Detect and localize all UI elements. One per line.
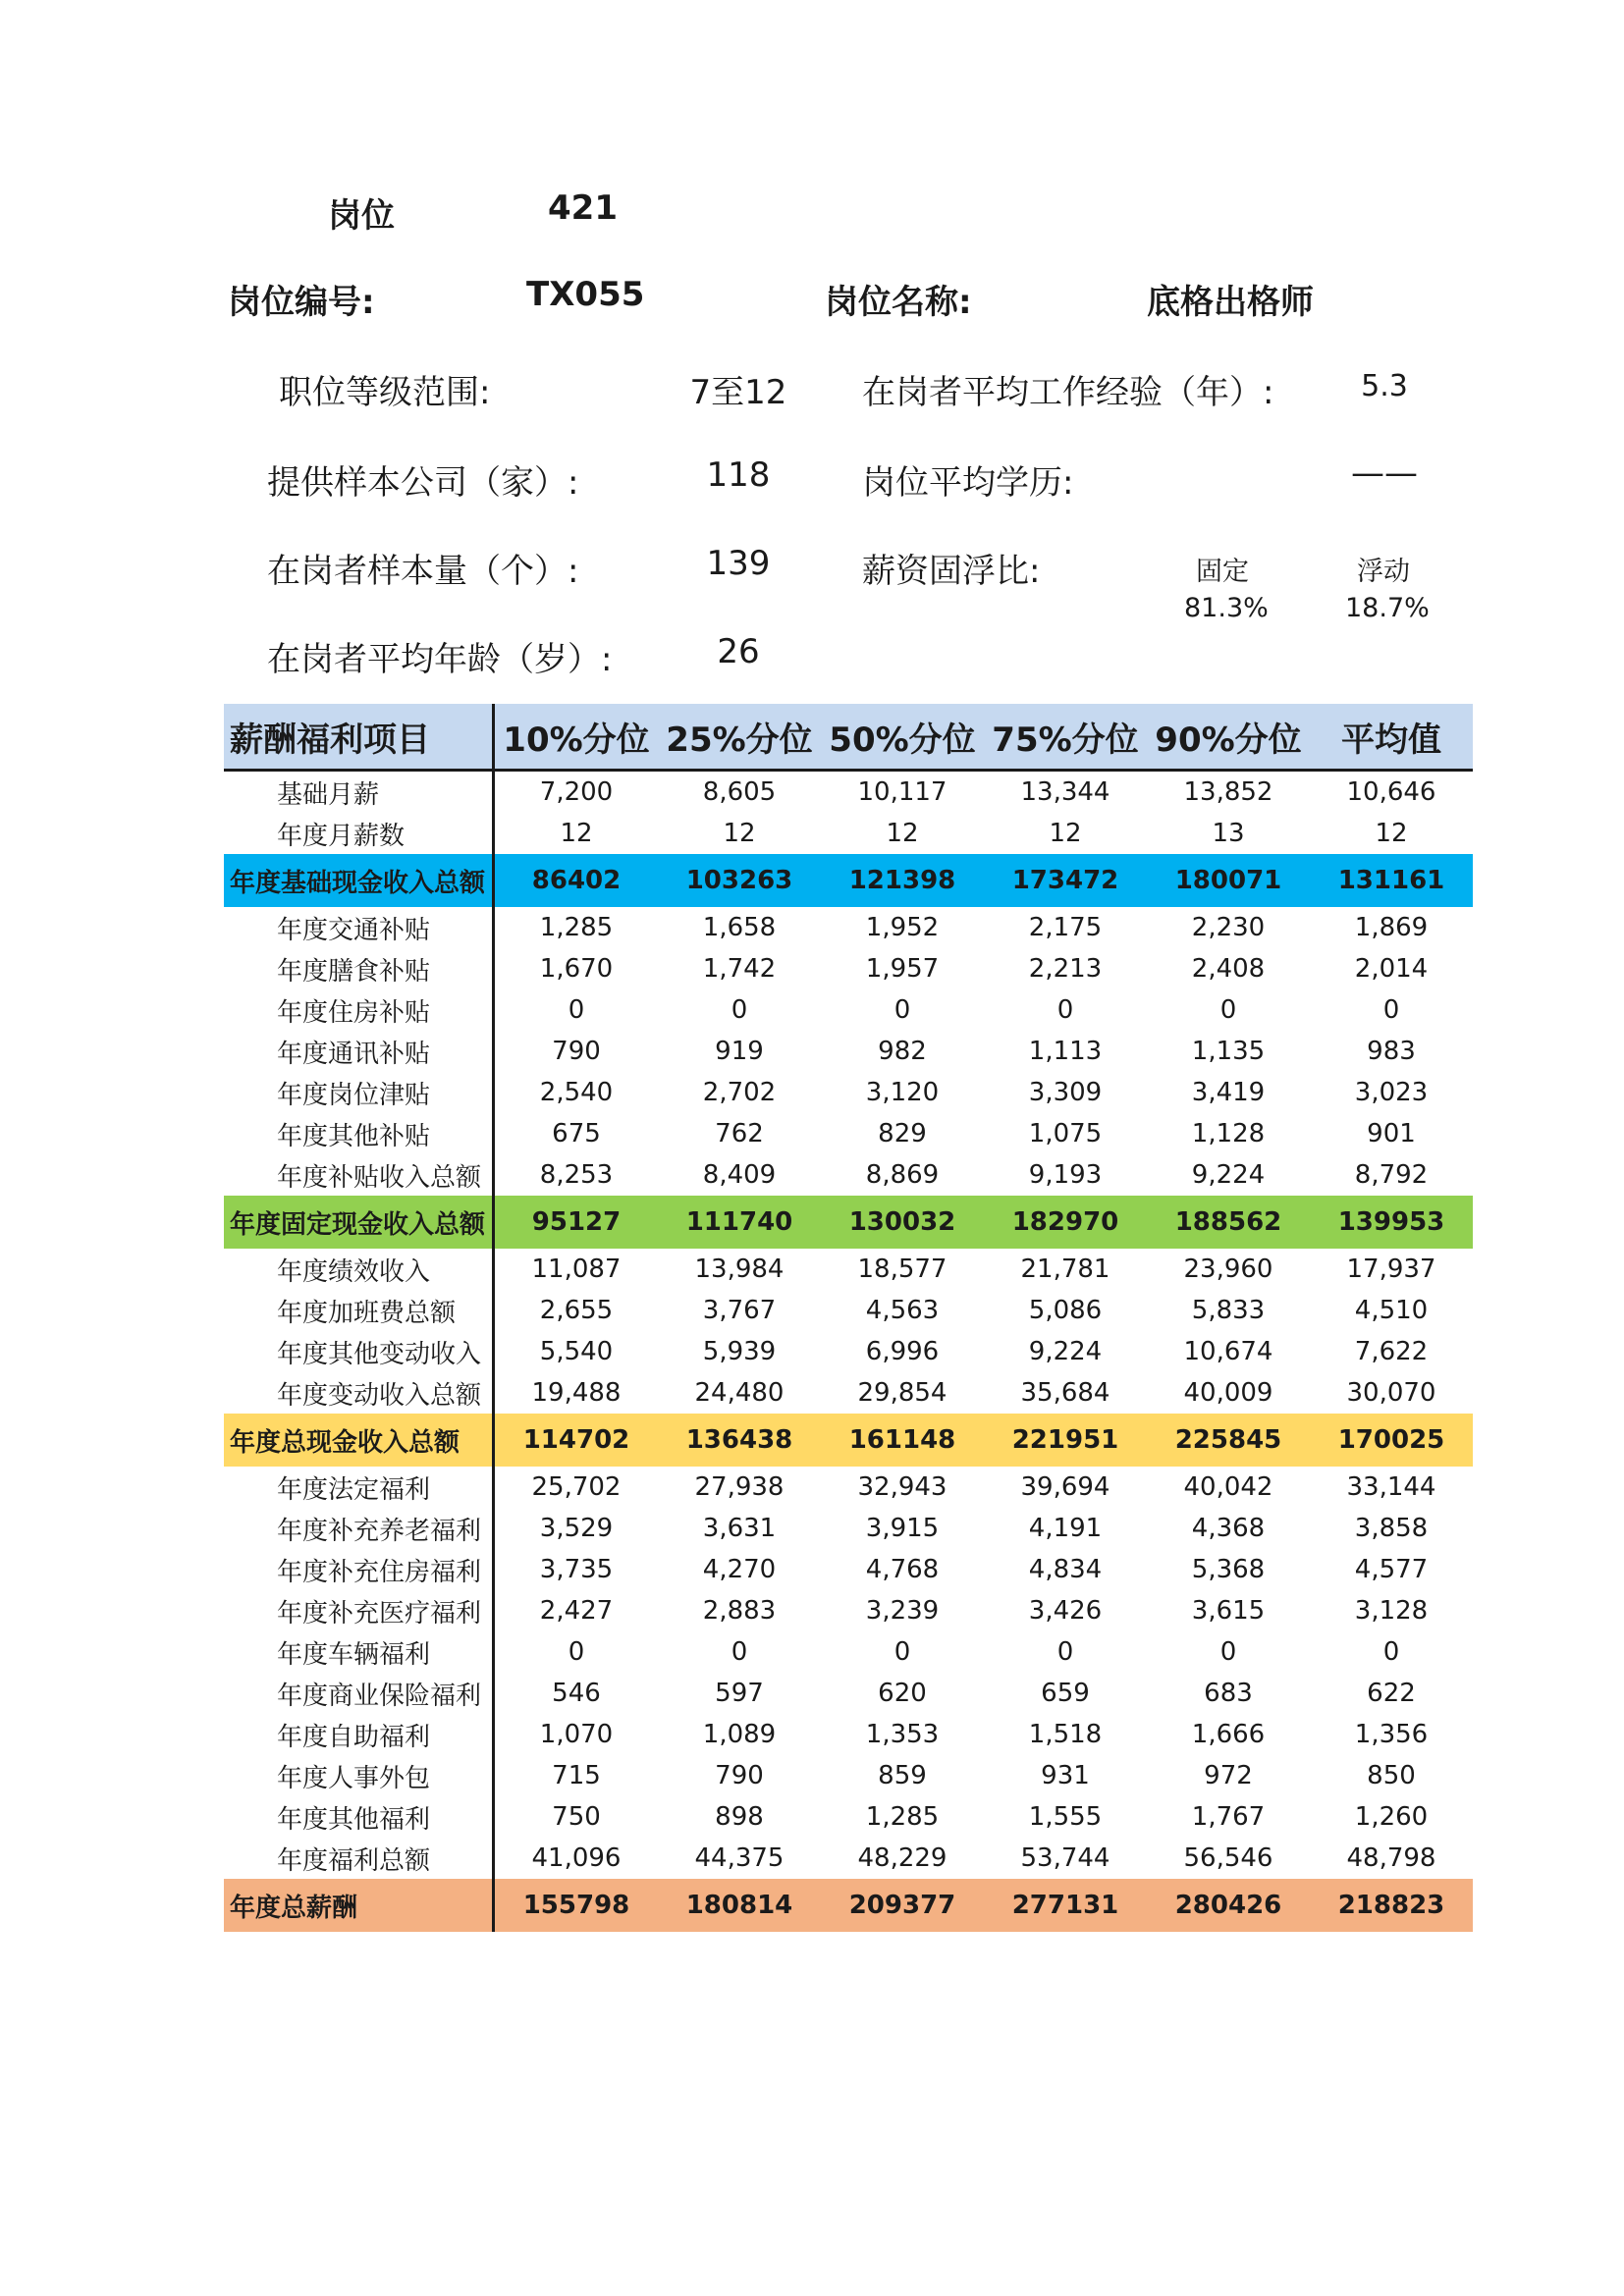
value-cell-p25: 111740 [685,1207,793,1237]
ratio-label: 薪资固浮比: [862,552,1041,591]
value-cell-average: 4,510 [1354,1296,1429,1325]
value-cell-p10: 750 [552,1802,601,1832]
value-cell-p50: 8,869 [865,1160,940,1190]
float-label: 浮动 [1357,557,1410,587]
row-label: 年度福利总额 [224,1838,495,1879]
grade-label: 职位等级范围: [279,373,491,412]
row-label: 年度变动收入总额 [224,1372,495,1414]
value-cell-p10: 2,540 [539,1078,614,1107]
value-cell-p25: 4,270 [702,1555,777,1584]
value-cell-p50: 0 [893,1637,911,1667]
value-cell-p50: 3,915 [865,1514,940,1543]
value-cell-p90: 40,009 [1183,1378,1273,1408]
table-row [224,1508,1473,1549]
header-cell-p90: 90%分位 [1155,720,1302,760]
table-row [224,1372,1473,1414]
value-cell-p75: 182970 [1011,1207,1119,1237]
value-cell-average: 131161 [1337,866,1445,895]
value-cell-p90: 0 [1219,995,1237,1025]
value-cell-average: 7,622 [1354,1337,1429,1366]
value-cell-p25: 8,605 [702,777,777,807]
value-cell-p25: 103263 [685,866,793,895]
table-row [224,989,1473,1031]
table-row [224,813,1473,854]
value-cell-p25: 0 [731,995,748,1025]
value-cell-p10: 12 [560,819,593,848]
value-cell-p10: 86402 [531,866,622,895]
row-label: 年度总现金收入总额 [224,1414,495,1467]
value-cell-p10: 19,488 [531,1378,622,1408]
value-cell-p90: 225845 [1174,1425,1282,1455]
value-cell-p90: 56,546 [1183,1843,1273,1873]
value-cell-p75: 931 [1041,1761,1090,1790]
value-cell-p50: 982 [878,1037,927,1066]
table-row [224,1714,1473,1755]
value-cell-p75: 12 [1049,819,1082,848]
value-cell-p90: 3,419 [1191,1078,1266,1107]
value-cell-p10: 715 [552,1761,601,1790]
value-cell-p75: 21,781 [1020,1255,1110,1284]
value-cell-p50: 209377 [848,1891,956,1920]
value-cell-p10: 1,285 [539,913,614,942]
grade-value: 7至12 [689,373,787,412]
table-row [224,1467,1473,1508]
value-cell-p25: 762 [715,1119,764,1148]
value-cell-p50: 3,120 [865,1078,940,1107]
row-label: 年度其他变动收入 [224,1331,495,1372]
value-cell-p10: 2,655 [539,1296,614,1325]
value-cell-p50: 3,239 [865,1596,940,1626]
header-cell-p75: 75%分位 [992,720,1139,760]
value-cell-p90: 180071 [1174,866,1282,895]
age-label: 在岗者平均年龄（岁）: [267,640,613,679]
table-row [224,1031,1473,1072]
value-cell-p50: 48,229 [857,1843,947,1873]
value-cell-average: 2,014 [1354,954,1429,984]
value-cell-average: 4,577 [1354,1555,1429,1584]
samples-value: 139 [706,544,771,583]
table-row [224,1673,1473,1714]
value-cell-p90: 40,042 [1183,1472,1273,1502]
row-label: 年度基础现金收入总额 [224,854,495,907]
header-cell-p10: 10%分位 [503,720,650,760]
value-cell-p50: 32,943 [857,1472,947,1502]
value-cell-average: 10,646 [1346,777,1436,807]
value-cell-p10: 114702 [522,1425,630,1455]
value-cell-p90: 13 [1212,819,1245,848]
value-cell-average: 30,070 [1346,1378,1436,1408]
value-cell-p50: 859 [878,1761,927,1790]
value-cell-p90: 972 [1204,1761,1253,1790]
companies-label: 提供样本公司（家）: [267,463,579,503]
header-cell-p50: 50%分位 [829,720,976,760]
value-cell-p75: 1,555 [1028,1802,1103,1832]
value-cell-p90: 188562 [1174,1207,1282,1237]
row-label: 年度月薪数 [224,813,495,854]
fixed-value: 81.3% [1184,593,1269,623]
summary-row [224,1414,1473,1467]
value-cell-average: 0 [1382,1637,1400,1667]
age-value: 26 [717,632,760,671]
value-cell-p90: 10,674 [1183,1337,1273,1366]
table-row [224,1331,1473,1372]
value-cell-p75: 277131 [1011,1891,1119,1920]
value-cell-p75: 9,224 [1028,1337,1103,1366]
value-cell-p25: 24,480 [694,1378,785,1408]
table-row [224,1549,1473,1590]
name-label: 岗位名称: [825,283,972,322]
value-cell-average: 0 [1382,995,1400,1025]
row-label: 年度补充养老福利 [224,1508,495,1549]
value-cell-p50: 1,952 [865,913,940,942]
value-cell-p75: 53,744 [1020,1843,1110,1873]
value-cell-p75: 2,175 [1028,913,1103,942]
value-cell-p50: 1,353 [865,1720,940,1749]
value-cell-p50: 1,957 [865,954,940,984]
value-cell-p25: 136438 [685,1425,793,1455]
summary-row [224,1879,1473,1932]
value-cell-p25: 2,883 [702,1596,777,1626]
value-cell-p90: 5,368 [1191,1555,1266,1584]
value-cell-p25: 1,742 [702,954,777,984]
table-row [224,1072,1473,1113]
row-label: 年度法定福利 [224,1467,495,1508]
row-label: 年度商业保险福利 [224,1673,495,1714]
value-cell-p10: 41,096 [531,1843,622,1873]
header-cell-p25: 25%分位 [666,720,813,760]
value-cell-p90: 280426 [1174,1891,1282,1920]
value-cell-average: 3,128 [1354,1596,1429,1626]
value-cell-p75: 39,694 [1020,1472,1110,1502]
row-label: 年度补充医疗福利 [224,1590,495,1631]
value-cell-p90: 1,767 [1191,1802,1266,1832]
value-cell-p10: 3,529 [539,1514,614,1543]
table-row [224,1249,1473,1290]
value-cell-p90: 13,852 [1183,777,1273,807]
table-row [224,1838,1473,1879]
value-cell-p50: 130032 [848,1207,956,1237]
value-cell-p50: 12 [886,819,919,848]
value-cell-p50: 4,768 [865,1555,940,1584]
value-cell-p10: 155798 [522,1891,630,1920]
value-cell-average: 850 [1367,1761,1416,1790]
row-label: 年度其他福利 [224,1796,495,1838]
education-value: —— [1351,454,1418,493]
value-cell-p10: 3,735 [539,1555,614,1584]
position-value: 421 [548,188,618,228]
value-cell-average: 33,144 [1346,1472,1436,1502]
value-cell-p90: 9,224 [1191,1160,1266,1190]
education-label: 岗位平均学历: [862,463,1074,503]
value-cell-p50: 121398 [848,866,956,895]
value-cell-average: 218823 [1337,1891,1445,1920]
value-cell-p25: 1,089 [702,1720,777,1749]
value-cell-p75: 35,684 [1020,1378,1110,1408]
value-cell-average: 901 [1367,1119,1416,1148]
row-label: 年度交通补贴 [224,907,495,948]
value-cell-p90: 1,128 [1191,1119,1266,1148]
value-cell-p25: 5,939 [702,1337,777,1366]
value-cell-p75: 2,213 [1028,954,1103,984]
row-label: 年度岗位津贴 [224,1072,495,1113]
position-label: 岗位 [328,196,395,236]
value-cell-p10: 5,540 [539,1337,614,1366]
value-cell-p90: 3,615 [1191,1596,1266,1626]
value-cell-average: 1,356 [1354,1720,1429,1749]
name-value: 底格出格师 [1147,283,1314,322]
value-cell-p25: 2,702 [702,1078,777,1107]
value-cell-p50: 0 [893,995,911,1025]
value-cell-average: 1,869 [1354,913,1429,942]
value-cell-p50: 4,563 [865,1296,940,1325]
value-cell-p10: 11,087 [531,1255,622,1284]
table-row [224,1290,1473,1331]
value-cell-p25: 1,658 [702,913,777,942]
value-cell-p75: 5,086 [1028,1296,1103,1325]
value-cell-p25: 44,375 [694,1843,785,1873]
value-cell-p10: 675 [552,1119,601,1148]
table-row [224,1755,1473,1796]
value-cell-p25: 898 [715,1802,764,1832]
value-cell-p50: 18,577 [857,1255,947,1284]
row-label: 年度绩效收入 [224,1249,495,1290]
value-cell-p50: 620 [878,1679,927,1708]
table-row [224,1154,1473,1196]
value-cell-p10: 546 [552,1679,601,1708]
value-cell-p10: 1,070 [539,1720,614,1749]
value-cell-p75: 1,075 [1028,1119,1103,1148]
row-label: 年度固定现金收入总额 [224,1196,495,1249]
table-body [224,772,1473,1932]
value-cell-p10: 95127 [531,1207,622,1237]
value-cell-p25: 0 [731,1637,748,1667]
code-value: TX055 [526,275,645,314]
fixed-label: 固定 [1196,557,1249,587]
value-cell-p50: 6,996 [865,1337,940,1366]
value-cell-p75: 0 [1056,995,1074,1025]
value-cell-p25: 790 [715,1761,764,1790]
table-row [224,1113,1473,1154]
value-cell-p25: 3,767 [702,1296,777,1325]
value-cell-p50: 1,285 [865,1802,940,1832]
experience-label: 在岗者平均工作经验（年）: [862,373,1274,412]
table-row [224,772,1473,813]
value-cell-p90: 4,368 [1191,1514,1266,1543]
value-cell-p50: 10,117 [857,777,947,807]
row-label: 年度住房补贴 [224,989,495,1031]
row-label: 年度膳食补贴 [224,948,495,989]
value-cell-p90: 1,135 [1191,1037,1266,1066]
value-cell-average: 622 [1367,1679,1416,1708]
value-cell-average: 139953 [1337,1207,1445,1237]
samples-label: 在岗者样本量（个）: [267,552,579,591]
row-label: 年度自助福利 [224,1714,495,1755]
value-cell-p90: 0 [1219,1637,1237,1667]
table-row [224,1590,1473,1631]
compensation-table [224,704,1473,1932]
value-cell-p25: 27,938 [694,1472,785,1502]
row-label: 年度总薪酬 [224,1879,495,1932]
value-cell-p90: 2,230 [1191,913,1266,942]
value-cell-p90: 5,833 [1191,1296,1266,1325]
row-label: 年度补充住房福利 [224,1549,495,1590]
value-cell-p75: 13,344 [1020,777,1110,807]
value-cell-p10: 1,670 [539,954,614,984]
experience-value: 5.3 [1361,369,1408,403]
value-cell-average: 1,260 [1354,1802,1429,1832]
value-cell-p10: 25,702 [531,1472,622,1502]
value-cell-p50: 29,854 [857,1378,947,1408]
value-cell-p50: 161148 [848,1425,956,1455]
code-label: 岗位编号: [228,283,375,322]
companies-value: 118 [706,455,771,495]
value-cell-p75: 1,113 [1028,1037,1103,1066]
table-row [224,1796,1473,1838]
value-cell-p10: 7,200 [539,777,614,807]
value-cell-p90: 1,666 [1191,1720,1266,1749]
value-cell-average: 170025 [1337,1425,1445,1455]
row-label: 基础月薪 [224,772,495,813]
value-cell-p75: 173472 [1011,866,1119,895]
float-value: 18.7% [1345,593,1430,623]
value-cell-average: 12 [1375,819,1408,848]
value-cell-average: 3,023 [1354,1078,1429,1107]
value-cell-p75: 0 [1056,1637,1074,1667]
table-header-row [224,704,1473,772]
value-cell-average: 8,792 [1354,1160,1429,1190]
value-cell-p75: 659 [1041,1679,1090,1708]
summary-row [224,854,1473,907]
row-label: 年度补贴收入总额 [224,1154,495,1196]
summary-row [224,1196,1473,1249]
value-cell-p25: 597 [715,1679,764,1708]
value-cell-p75: 3,309 [1028,1078,1103,1107]
value-cell-p75: 4,191 [1028,1514,1103,1543]
row-label: 年度通讯补贴 [224,1031,495,1072]
value-cell-p90: 2,408 [1191,954,1266,984]
header-cell-average: 平均值 [1341,720,1441,760]
header-cell-item: 薪酬福利项目 [224,704,495,769]
value-cell-p10: 2,427 [539,1596,614,1626]
value-cell-p25: 180814 [685,1891,793,1920]
value-cell-p90: 683 [1204,1679,1253,1708]
value-cell-p10: 0 [568,1637,585,1667]
value-cell-p75: 3,426 [1028,1596,1103,1626]
table-row [224,948,1473,989]
value-cell-p25: 13,984 [694,1255,785,1284]
row-label: 年度其他补贴 [224,1113,495,1154]
value-cell-average: 983 [1367,1037,1416,1066]
row-label: 年度加班费总额 [224,1290,495,1331]
value-cell-p25: 919 [715,1037,764,1066]
value-cell-p90: 23,960 [1183,1255,1273,1284]
value-cell-p75: 4,834 [1028,1555,1103,1584]
value-cell-p10: 790 [552,1037,601,1066]
value-cell-p75: 1,518 [1028,1720,1103,1749]
value-cell-average: 17,937 [1346,1255,1436,1284]
table-row [224,1631,1473,1673]
row-label: 年度人事外包 [224,1755,495,1796]
table-row [224,907,1473,948]
value-cell-p25: 12 [723,819,756,848]
row-label: 年度车辆福利 [224,1631,495,1673]
value-cell-average: 48,798 [1346,1843,1436,1873]
value-cell-p10: 0 [568,995,585,1025]
value-cell-p75: 221951 [1011,1425,1119,1455]
value-cell-p75: 9,193 [1028,1160,1103,1190]
value-cell-p25: 3,631 [702,1514,777,1543]
value-cell-p50: 829 [878,1119,927,1148]
value-cell-average: 3,858 [1354,1514,1429,1543]
value-cell-p10: 8,253 [539,1160,614,1190]
value-cell-p25: 8,409 [702,1160,777,1190]
